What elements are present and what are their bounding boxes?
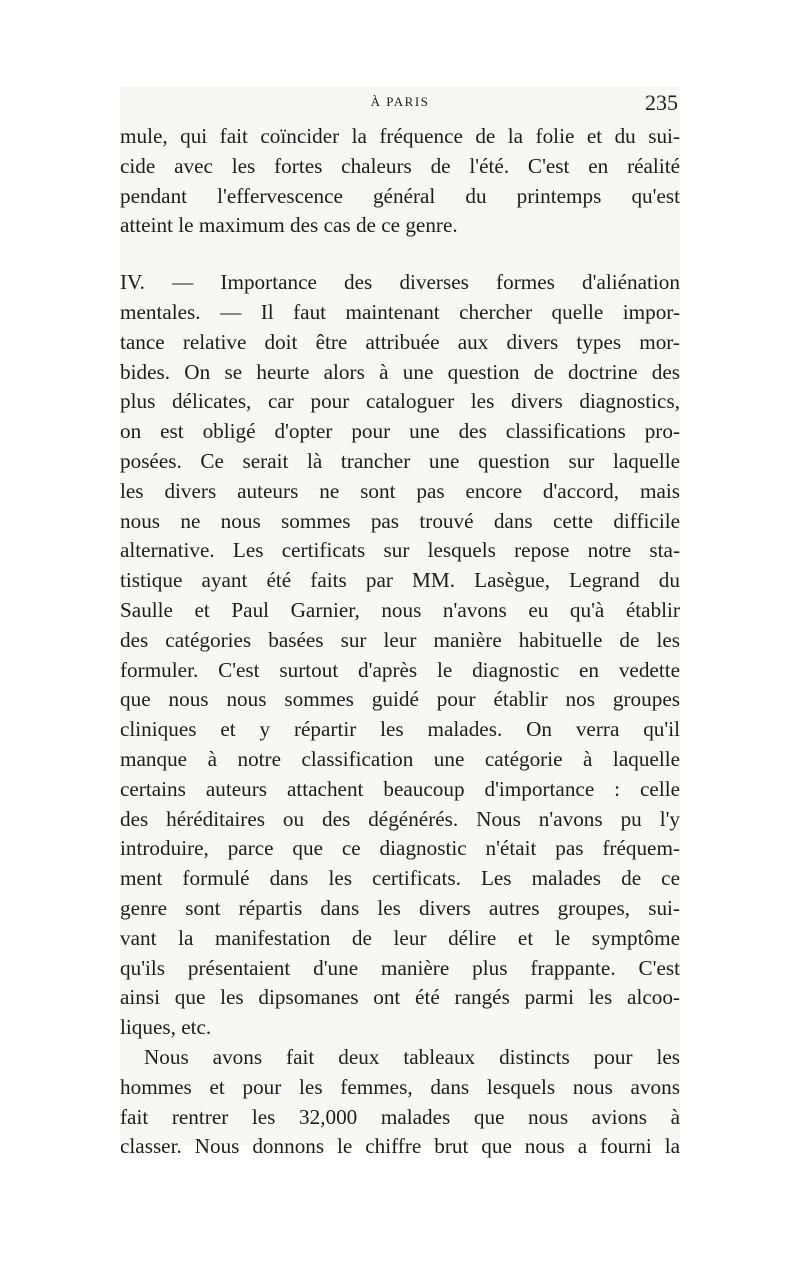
text-line: qu'ils présentaient d'une manière plus frappante. C'est bbox=[120, 955, 680, 980]
page-header bbox=[120, 90, 680, 122]
body-text bbox=[120, 122, 680, 1162]
text-line: mentales. — Il faut maintenant chercher quelle impor- bbox=[120, 299, 680, 324]
text-line: nous ne nous sommes pas trouvé dans cette difficile bbox=[120, 508, 680, 533]
paragraph-1 bbox=[120, 122, 680, 241]
section-heading-line: IV. — Importance des diverses formes d'aliénation bbox=[120, 270, 680, 295]
page-number: 235 bbox=[645, 90, 678, 115]
text-line: on est obligé d'opter pour une des classifications pro- bbox=[120, 419, 680, 444]
text-line: mule, qui fait coïncider la fréquence de la folie et du sui- bbox=[120, 124, 680, 148]
paragraph-3 bbox=[120, 1043, 680, 1162]
text-line: cliniques et y répartir les malades. On verra qu'il bbox=[120, 717, 680, 742]
text-line: genre sont répartis dans les divers autres groupes, sui- bbox=[120, 895, 680, 920]
text-line: tistique ayant été faits par MM. Lasègue, Legrand du bbox=[120, 568, 680, 593]
text-line: fait rentrer les 32,000 malades que nous avions à bbox=[120, 1104, 680, 1129]
text-line: Nous avons fait deux tableaux distincts pour les bbox=[144, 1044, 680, 1069]
text-line: formuler. C'est surtout d'après le diagnostic en vedette bbox=[120, 657, 680, 682]
text-line: manque à notre classification une catégorie à laquelle bbox=[120, 746, 680, 771]
text-line: liques, etc. bbox=[120, 1015, 212, 1040]
paragraph-2 bbox=[120, 268, 680, 1043]
text-line: pendant l'effervescence général du printemps qu'est bbox=[120, 183, 680, 208]
text-line: plus délicates, car pour cataloguer les divers diagnostics, bbox=[120, 389, 680, 414]
running-head: À PARIS bbox=[370, 94, 430, 109]
text-line: ment formulé dans les certificats. Les malades de ce bbox=[120, 866, 680, 891]
text-line: introduire, parce que ce diagnostic n'était pas fréquem- bbox=[120, 836, 680, 861]
text-line: posées. Ce serait là trancher une question sur laquelle bbox=[120, 448, 680, 473]
text-line: Saulle et Paul Garnier, nous n'avons eu qu'à établir bbox=[120, 597, 680, 622]
text-line: des catégories basées sur leur manière habituelle de les bbox=[120, 627, 680, 652]
text-line: que nous nous sommes guidé pour établir nos groupes bbox=[120, 687, 680, 712]
text-line: ainsi que les dipsomanes ont été rangés parmi les alcoo- bbox=[120, 985, 680, 1010]
text-line: certains auteurs attachent beaucoup d'importance : celle bbox=[120, 776, 680, 801]
text-line: alternative. Les certificats sur lesquels repose notre sta- bbox=[120, 538, 680, 563]
text-line: classer. Nous donnons le chiffre brut que nous a fourni la bbox=[120, 1134, 680, 1159]
text-line: vant la manifestation de leur délire et le symptôme bbox=[120, 925, 680, 950]
text-line: bides. On se heurte alors à une question de doctrine des bbox=[120, 359, 680, 384]
text-line: les divers auteurs ne sont pas encore d'accord, mais bbox=[120, 478, 680, 503]
text-line: des héréditaires ou des dégénérés. Nous n'avons pu l'y bbox=[120, 806, 680, 831]
text-line: cide avec les fortes chaleurs de l'été. C'est en réalité bbox=[120, 153, 680, 178]
text-line: atteint le maximum des cas de ce genre. bbox=[120, 213, 458, 238]
text-line: hommes et pour les femmes, dans lesquels nous avons bbox=[120, 1074, 680, 1099]
text-line: tance relative doit être attribuée aux divers types mor- bbox=[120, 329, 680, 354]
